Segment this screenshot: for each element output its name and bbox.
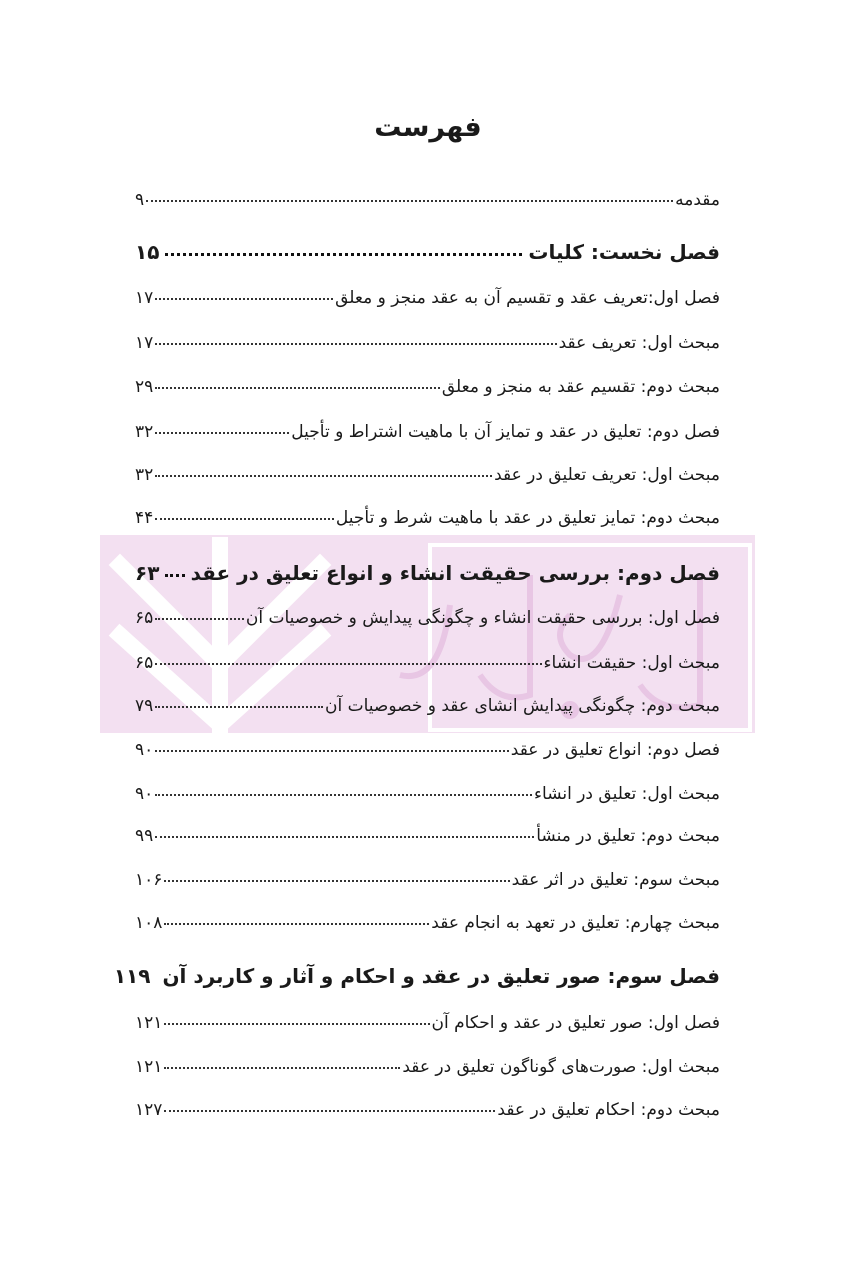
page-number: ۹۰ xyxy=(135,784,154,804)
toc-entry xyxy=(135,508,720,528)
page-number: ۹۰ xyxy=(135,740,154,760)
toc-entry xyxy=(135,288,720,308)
dot-leader xyxy=(155,794,532,796)
dot-leader xyxy=(155,475,492,477)
page-number: ۱۰۶ xyxy=(135,870,163,890)
entry-title: فصل اول: بررسی حقیقت انشاء و چگونگی پیدایش و خصوصیات آن xyxy=(245,608,720,628)
page-number: ۱۵ xyxy=(135,240,160,264)
page-number: ۶۳ xyxy=(135,561,160,585)
entry-title: مبحث سوم: تعلیق در اثر عقد xyxy=(511,870,720,890)
page-number: ۴۴ xyxy=(135,508,154,528)
page-number: ۱۲۱ xyxy=(135,1013,163,1033)
dot-leader xyxy=(155,750,509,752)
page-number: ۶۵ xyxy=(135,653,154,673)
toc-chapter-entry xyxy=(113,964,720,988)
page-number: ۷۹ xyxy=(135,696,154,716)
entry-title: مبحث اول: صورت‌های گوناگون تعلیق در عقد xyxy=(402,1057,720,1077)
page-number: ۱۰۸ xyxy=(135,913,163,933)
dot-leader xyxy=(164,1023,429,1025)
toc-chapter-entry xyxy=(135,240,720,264)
entry-title: فصل دوم: انواع تعلیق در عقد xyxy=(510,740,720,760)
entry-title: مبحث اول: حقیقت انشاء xyxy=(543,653,720,673)
entry-title: مقدمه xyxy=(675,190,720,210)
dot-leader xyxy=(155,298,333,300)
toc-entry xyxy=(135,333,720,353)
dot-leader xyxy=(155,343,556,345)
dot-leader xyxy=(164,1110,495,1112)
page-number: ۹۹ xyxy=(135,826,154,846)
entry-title: فصل اول: صور تعلیق در عقد و احکام آن xyxy=(431,1013,720,1033)
dot-leader xyxy=(165,253,522,256)
page-number: ۹ xyxy=(135,190,145,210)
page-number: ۶۵ xyxy=(135,608,154,628)
toc-entry xyxy=(135,653,720,673)
entry-title: فصل دوم: تعلیق در عقد و تمایز آن با ماهیت اشتراط و تأجیل xyxy=(291,422,720,442)
dot-leader xyxy=(155,518,334,520)
page-number: ۱۲۱ xyxy=(135,1057,163,1077)
toc-chapter-entry xyxy=(135,561,720,585)
entry-title: مبحث دوم: تقسیم عقد به منجز و معلق xyxy=(441,377,720,397)
dot-leader xyxy=(164,880,509,882)
entry-title: مبحث دوم: تمایز تعلیق در عقد با ماهیت شرط و تأجیل xyxy=(335,508,720,528)
toc-entry xyxy=(135,913,720,933)
toc-entry xyxy=(135,826,720,846)
page-number: ۳۲ xyxy=(135,465,154,485)
entry-title: مبحث اول: تعریف عقد xyxy=(558,333,720,353)
dot-leader xyxy=(155,836,534,838)
page-number: ۱۷ xyxy=(135,288,154,308)
toc-entry xyxy=(135,608,720,628)
entry-title: فصل اول:تعریف عقد و تقسیم آن به عقد منجز و معلق xyxy=(335,288,720,308)
entry-title: مبحث چهارم: تعلیق در تعهد به انجام عقد xyxy=(431,913,720,933)
toc-entry xyxy=(135,696,720,716)
toc-entry xyxy=(135,740,720,760)
toc-entry xyxy=(135,465,720,485)
entry-title: مبحث دوم: چگونگی پیدایش انشای عقد و خصوصیات آن xyxy=(324,696,720,716)
toc-entry xyxy=(135,870,720,890)
page-number: ۱۱۹ xyxy=(113,964,151,988)
toc-entry xyxy=(135,784,720,804)
dot-leader xyxy=(146,200,673,202)
dot-leader xyxy=(155,618,244,620)
dot-leader xyxy=(155,432,289,434)
dot-leader xyxy=(155,387,440,389)
toc-entry xyxy=(135,377,720,397)
entry-title: مبحث اول: تعریف تعلیق در عقد xyxy=(494,465,720,485)
dot-leader xyxy=(155,663,541,665)
toc-entry xyxy=(135,190,720,210)
page-title: فهرست xyxy=(374,112,482,143)
page-number: ۳۲ xyxy=(135,422,154,442)
dot-leader xyxy=(164,923,429,925)
dot-leader xyxy=(165,574,184,577)
toc-entry xyxy=(135,1100,720,1120)
page-number: ۱۲۷ xyxy=(135,1100,163,1120)
entry-title: فصل دوم: بررسی حقیقت انشاء و انواع تعلیق در عقد xyxy=(190,561,720,585)
entry-title: فصل سوم: صور تعلیق در عقد و احکام و آثار و کاربرد آن xyxy=(162,964,720,988)
toc-entry xyxy=(135,422,720,442)
page-number: ۲۹ xyxy=(135,377,154,397)
entry-title: مبحث دوم: احکام تعلیق در عقد xyxy=(497,1100,720,1120)
entry-title: فصل نخست: کلیات xyxy=(528,240,720,264)
toc-entry xyxy=(135,1013,720,1033)
toc-entry xyxy=(135,1057,720,1077)
entry-title: مبحث اول: تعلیق در انشاء xyxy=(534,784,720,804)
dot-leader xyxy=(155,706,323,708)
dot-leader xyxy=(164,1067,400,1069)
page-number: ۱۷ xyxy=(135,333,154,353)
entry-title: مبحث دوم: تعلیق در منشأ xyxy=(536,826,720,846)
